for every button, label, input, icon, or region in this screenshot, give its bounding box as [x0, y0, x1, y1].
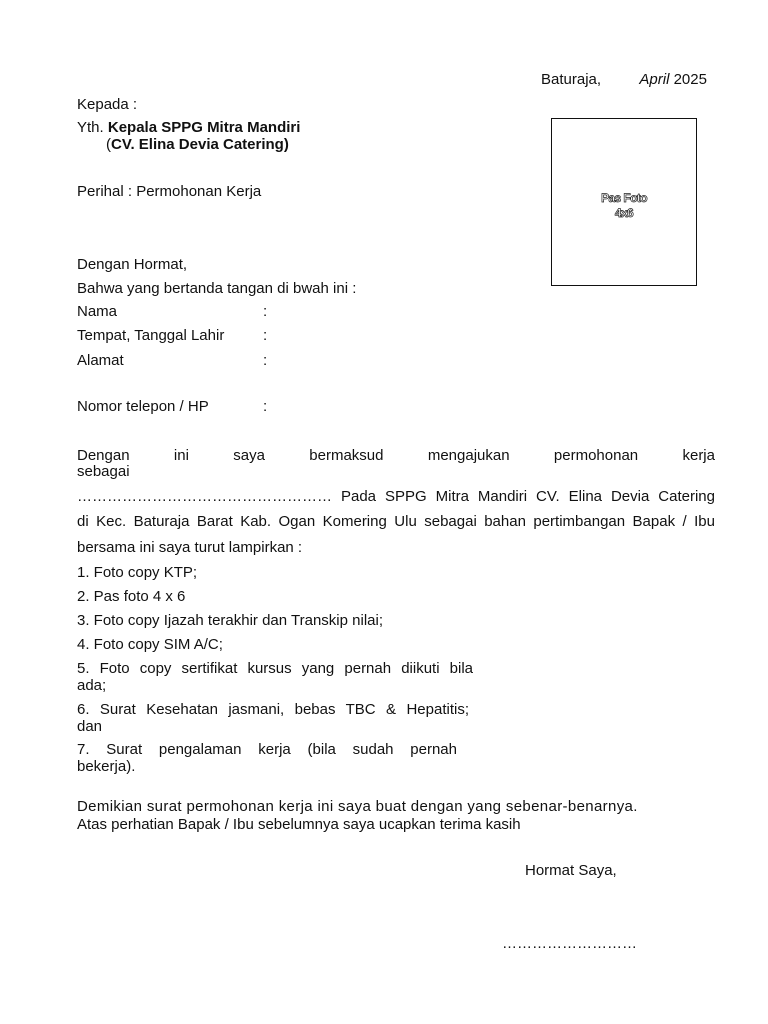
attachment-item: 3. Foto copy Ijazah terakhir dan Transkip nilai; — [77, 612, 383, 629]
field-colon: : — [263, 352, 268, 369]
field-colon: : — [263, 303, 268, 320]
body-line-1b: sebagai — [77, 463, 130, 480]
attachment-item-line1: 7. Surat pengalaman kerja (bila sudah pernah — [77, 741, 457, 758]
attachment-item: 4. Foto copy SIM A/C; — [77, 636, 223, 653]
photo-placeholder — [551, 118, 697, 286]
photo-label-line2: 4x6 — [614, 206, 634, 220]
field-label: Nomor telepon / HP — [77, 398, 209, 415]
attachment-item — [77, 741, 457, 775]
field-colon: : — [263, 327, 268, 344]
attachment-item — [77, 660, 473, 694]
body-line-2: …………………………………………… Pada SPPG Mitra Mandiri CV. Elina Devia Catering — [77, 488, 715, 505]
field-label: Tempat, Tanggal Lahir — [77, 327, 225, 344]
attachment-item-line2: dan — [77, 718, 103, 735]
attachment-item-line1: 5. Foto copy sertifikat kursus yang pernah diikuti bila — [77, 660, 473, 677]
greeting: Dengan Hormat, — [77, 256, 188, 273]
body-line-4: bersama ini saya turut lampirkan : — [77, 539, 303, 556]
attachment-item-line2: bekerja). — [77, 758, 136, 775]
closing-line-2: Atas perhatian Bapak / Ibu sebelumnya saya ucapkan terima kasih — [77, 816, 521, 833]
body-line-1: Dengan ini saya bermaksud mengajukan permohonan kerja — [77, 447, 715, 464]
recipient-company: CV. Elina Devia Catering) — [111, 136, 289, 153]
body-line-3: di Kec. Baturaja Barat Kab. Ogan Komering Ulu sebagai bahan pertimbangan Bapak / Ibu — [77, 513, 715, 530]
attachment-item — [77, 701, 469, 735]
attachment-item-line1: 6. Surat Kesehatan jasmani, bebas TBC & Hepatitis; — [77, 701, 469, 718]
date-year: 2025 — [673, 71, 707, 88]
photo-label-line1: Pas Foto — [601, 191, 647, 205]
recipient-name: Kepala SPPG Mitra Mandiri — [107, 119, 301, 136]
subject: Perihal : Permohonan Kerja — [77, 183, 262, 200]
signature-line: ……………………… — [502, 935, 637, 952]
photo-label — [552, 191, 696, 221]
field-label: Nama — [77, 303, 118, 320]
attachment-item-line2: ada; — [77, 677, 107, 694]
date-line — [541, 71, 707, 89]
field-colon: : — [263, 398, 268, 415]
recipient-company-line — [106, 136, 289, 154]
closing-line-1: Demikian surat permohonan kerja ini saya buat dengan yang sebenar-benarnya. — [77, 798, 638, 815]
field-label: Alamat — [77, 352, 124, 369]
recipient-line — [77, 119, 300, 137]
to-label: Kepada : — [77, 96, 138, 113]
yth-label: Yth. — [77, 119, 104, 136]
date-place: Baturaja, — [541, 71, 602, 88]
intro: Bahwa yang bertanda tangan di bwah ini : — [77, 280, 357, 297]
attachment-item: 1. Foto copy KTP; — [77, 564, 198, 581]
regards: Hormat Saya, — [525, 862, 617, 879]
attachment-item: 2. Pas foto 4 x 6 — [77, 588, 186, 605]
date-month: April — [639, 71, 670, 88]
paren-open: ( — [106, 136, 111, 153]
